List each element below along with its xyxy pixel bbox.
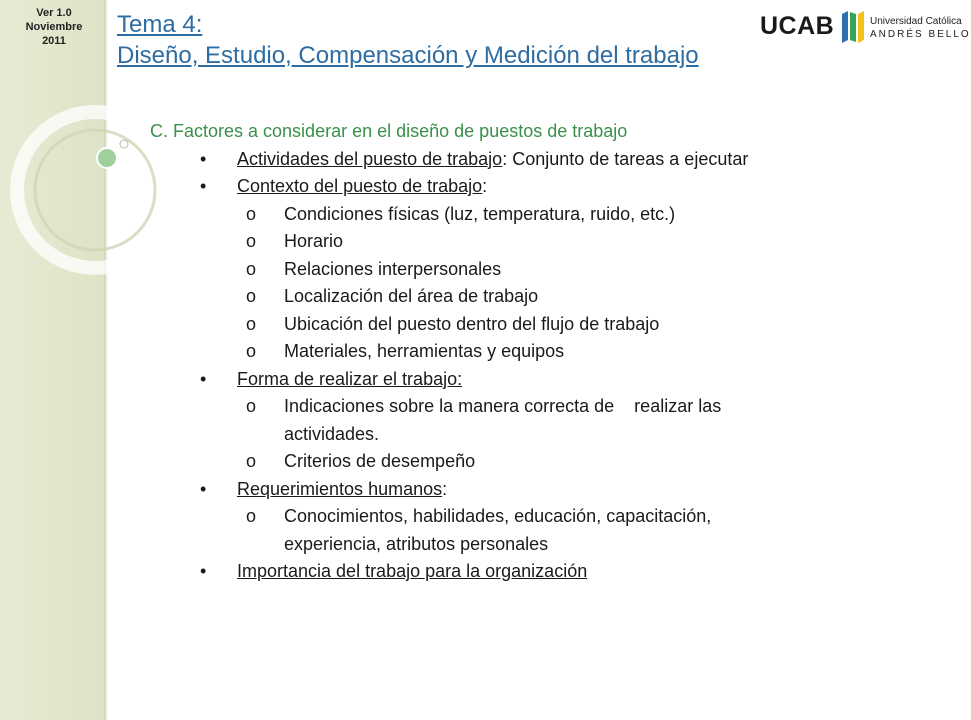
item-title: Actividades del puesto de trabajo	[237, 148, 503, 169]
sub-item: o Condiciones físicas (luz, temperatura, ruido, etc.)	[150, 201, 930, 229]
logo-short-text: UCAB	[760, 12, 835, 40]
sub-item: o Relaciones interpersonales	[150, 256, 930, 284]
version-month: Noviembre	[25, 21, 83, 33]
item-text: :	[482, 176, 488, 196]
logo-line1: Universidad Católica	[870, 16, 962, 27]
list-item	[150, 146, 930, 174]
version-line: Ver 1.0	[36, 7, 72, 19]
ucab-emblem-icon	[840, 10, 868, 44]
item-title: Requerimientos humanos	[237, 478, 443, 499]
version-year: 2011	[42, 35, 66, 47]
sub-item-continued: experiencia, atributos personales	[284, 533, 549, 554]
item-title: Importancia del trabajo para la organización	[237, 561, 588, 581]
sub-item: o Horario	[150, 228, 930, 256]
sub-item: o Indicaciones sobre la manera correcta de realizar las	[150, 393, 930, 421]
version-label	[6, 6, 102, 48]
sub-item-continued: actividades.	[284, 423, 380, 444]
section-heading: C. Factores a considerar en el diseño de puestos de trabajo	[150, 121, 628, 141]
slide-content	[150, 118, 930, 586]
decorative-circles	[0, 80, 140, 340]
title-subject[interactable]: Diseño, Estudio, Compensación y Medición del trabajo	[117, 42, 699, 69]
logo-line2: ANDRÉS BELLO	[870, 29, 971, 40]
sub-item: o Localización del área de trabajo	[150, 283, 930, 311]
sub-item: o Conocimientos, habilidades, educación, capacitación,	[150, 503, 930, 531]
item-title: Contexto del puesto de trabajo	[237, 176, 483, 196]
item-text: :	[442, 478, 448, 499]
list-item	[150, 476, 930, 504]
item-text: : Conjunto de tareas a ejecutar	[502, 148, 749, 169]
page-title[interactable]	[117, 10, 699, 72]
sub-item: o Materiales, herramientas y equipos	[150, 338, 930, 366]
list-item	[150, 173, 930, 201]
list-item	[150, 366, 930, 394]
list-item	[150, 558, 930, 586]
sub-item: o Ubicación del puesto dentro del flujo de trabajo	[150, 311, 930, 339]
ucab-logo	[760, 8, 971, 46]
sub-item: o Criterios de desempeño	[150, 448, 930, 476]
logo-university-name	[870, 15, 971, 41]
title-topic[interactable]: Tema 4:	[117, 11, 203, 38]
item-title: Forma de realizar el trabajo:	[237, 368, 463, 389]
